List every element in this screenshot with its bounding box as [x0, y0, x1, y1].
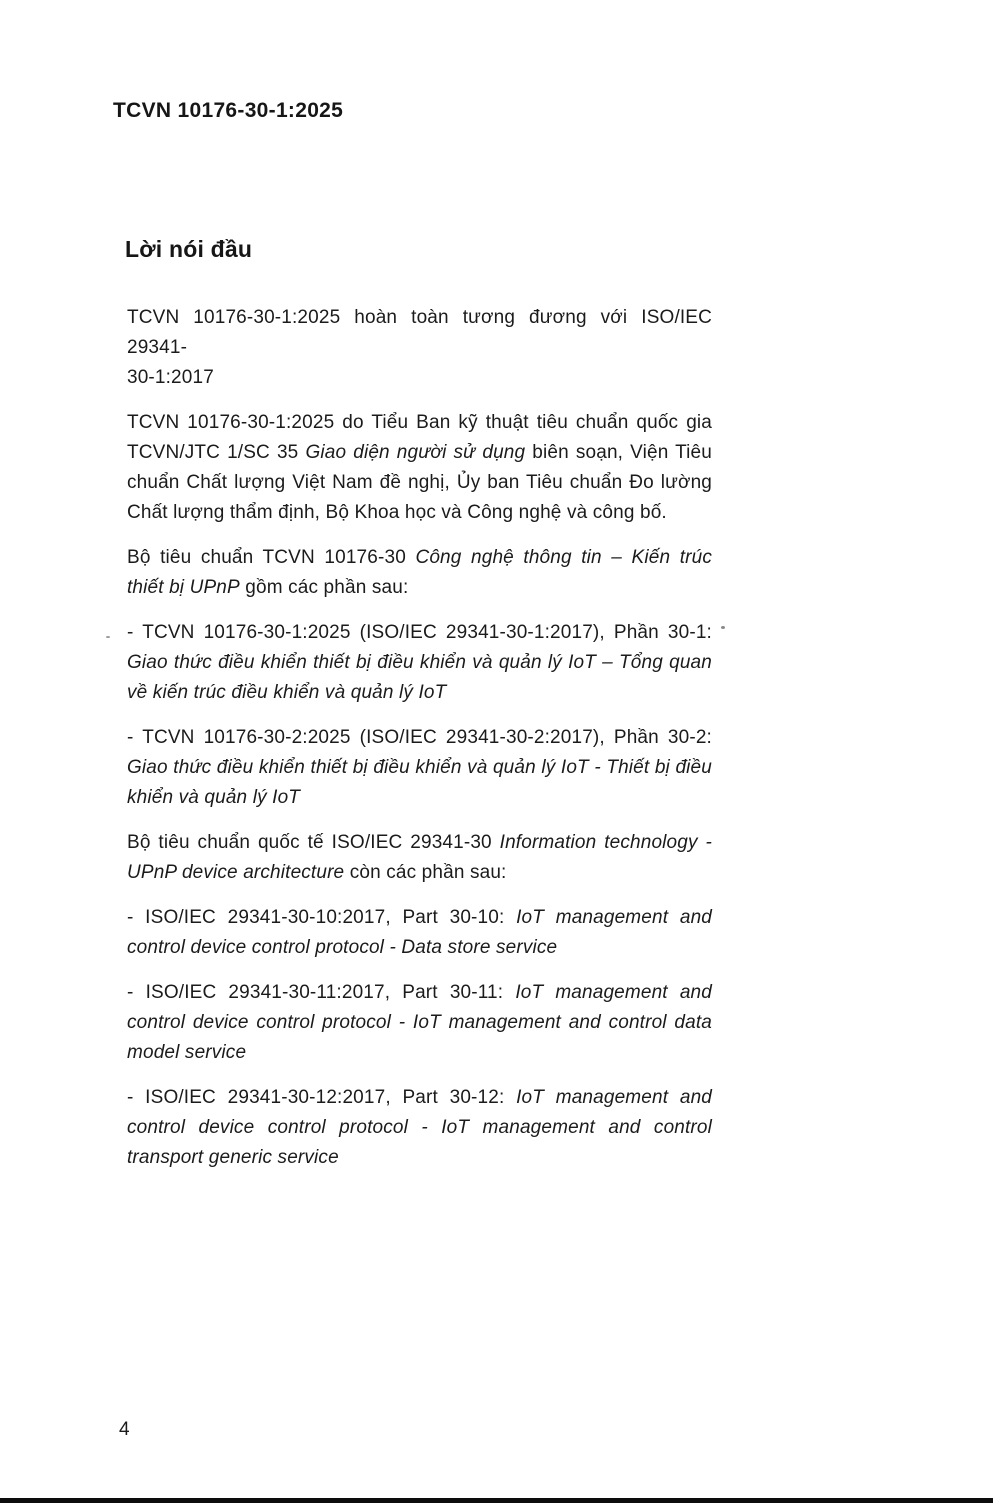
text-line: - TCVN 10176-30-1:2025 (ISO/IEC 29341-30-1:2017), Phần 30-1:	[127, 622, 712, 643]
scan-speck	[721, 626, 725, 629]
text-line: model service	[127, 1042, 247, 1063]
text-line: chuẩn Chất lượng Việt Nam đề nghị, Ủy ban Tiêu chuẩn Đo lường	[127, 472, 712, 493]
text-line: Chất lượng thẩm định, Bộ Khoa học và Công nghệ và công bố.	[127, 502, 667, 523]
text-line: - TCVN 10176-30-2:2025 (ISO/IEC 29341-30-2:2017), Phần 30-2:	[127, 727, 712, 748]
text-line: control device control protocol - IoT management and control data	[127, 1012, 712, 1033]
text-line: Bộ tiêu chuẩn TCVN 10176-30 Công nghệ thông tin – Kiến trúc	[127, 547, 712, 568]
text-line: control device control protocol - IoT management and control	[127, 1117, 712, 1138]
paragraph	[127, 723, 712, 813]
text-line: TCVN 10176-30-1:2025 hoàn toàn tương đương với ISO/IEC 29341-	[127, 307, 712, 358]
text-line: - ISO/IEC 29341-30-10:2017, Part 30-10: IoT management and	[127, 907, 712, 928]
text-line: về kiến trúc điều khiển và quản lý IoT	[127, 682, 447, 703]
paragraph	[127, 903, 712, 963]
paragraph	[127, 828, 712, 888]
text-line: - ISO/IEC 29341-30-12:2017, Part 30-12: IoT management and	[127, 1087, 712, 1108]
text-line: Bộ tiêu chuẩn quốc tế ISO/IEC 29341-30 Information technology -	[127, 832, 712, 853]
text-line: Giao thức điều khiển thiết bị điều khiển và quản lý IoT – Tổng quan	[127, 652, 712, 673]
paragraph	[127, 303, 712, 393]
paragraph	[127, 978, 712, 1068]
text-line: control device control protocol - Data store service	[127, 937, 558, 958]
section-title-foreword: Lời nói đầu	[125, 236, 253, 262]
text-line: UPnP device architecture còn các phần sau:	[127, 862, 507, 883]
text-line: TCVN 10176-30-1:2025 do Tiểu Ban kỹ thuật tiêu chuẩn quốc gia	[127, 412, 712, 433]
text-line: - ISO/IEC 29341-30-11:2017, Part 30-11: IoT management and	[127, 982, 712, 1003]
scan-speck	[106, 636, 110, 638]
paragraph	[127, 408, 712, 528]
text-line: thiết bị UPnP gồm các phần sau:	[127, 577, 409, 598]
text-line: transport generic service	[127, 1147, 339, 1168]
paragraph	[127, 543, 712, 603]
text-line: khiển và quản lý IoT	[127, 787, 301, 808]
text-line: TCVN/JTC 1/SC 35 Giao diện người sử dụng biên soạn, Viện Tiêu	[127, 442, 712, 463]
text-line: 30-1:2017	[127, 367, 214, 388]
text-line: Giao thức điều khiển thiết bị điều khiển và quản lý IoT - Thiết bị điều	[127, 757, 712, 778]
page-number: 4	[119, 1419, 130, 1440]
paragraph	[127, 1083, 712, 1173]
document-body	[127, 303, 712, 1188]
paragraph	[127, 618, 712, 708]
document-code: TCVN 10176-30-1:2025	[113, 99, 344, 122]
scan-edge-artifact	[0, 1498, 993, 1503]
